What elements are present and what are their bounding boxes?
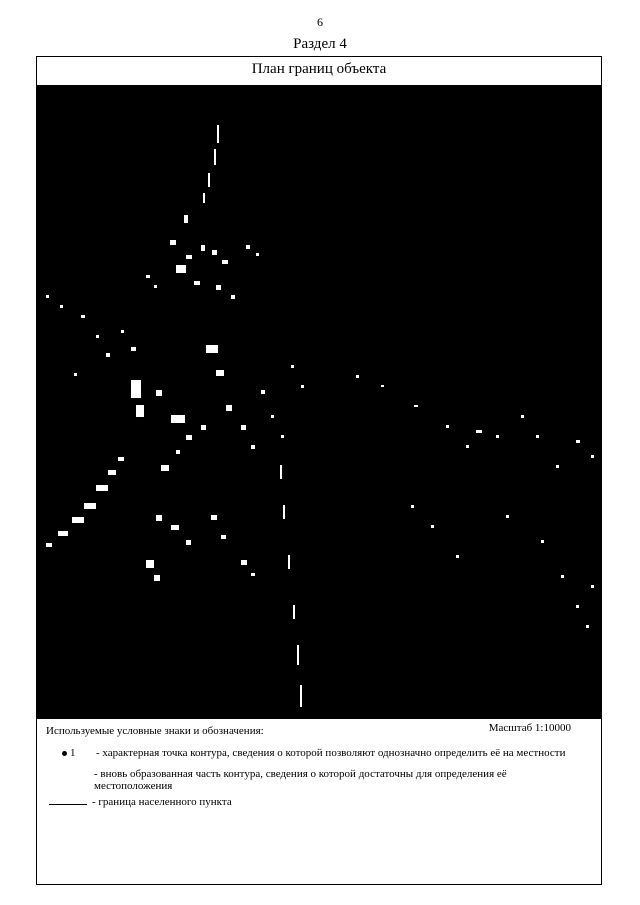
- legend-heading: Используемые условные знаки и обозначения:: [46, 725, 264, 737]
- page-number: 6: [317, 15, 323, 29]
- map-image: [36, 85, 602, 719]
- satellite-map-graphic: [36, 85, 602, 719]
- legend-settlement-boundary-description: - граница населенного пункта: [92, 796, 232, 808]
- legend-point-symbol: [62, 747, 76, 759]
- boundary-line-icon: [49, 804, 87, 805]
- section-title: Раздел 4: [293, 36, 347, 52]
- scale-label: Масштаб 1:10000: [488, 722, 571, 734]
- point-dot-icon: [62, 751, 67, 756]
- legend-point-description: - характерная точка контура, сведения о которой позволяют однозначно определить её на местности: [96, 747, 566, 759]
- legend-new-part-description: - вновь образованная часть контура, сведения о которой достаточны для определения её местоположения: [94, 768, 507, 792]
- plan-title: План границ объекта: [251, 61, 387, 77]
- point-symbol-label: 1: [70, 747, 76, 759]
- plan-frame: [36, 56, 602, 885]
